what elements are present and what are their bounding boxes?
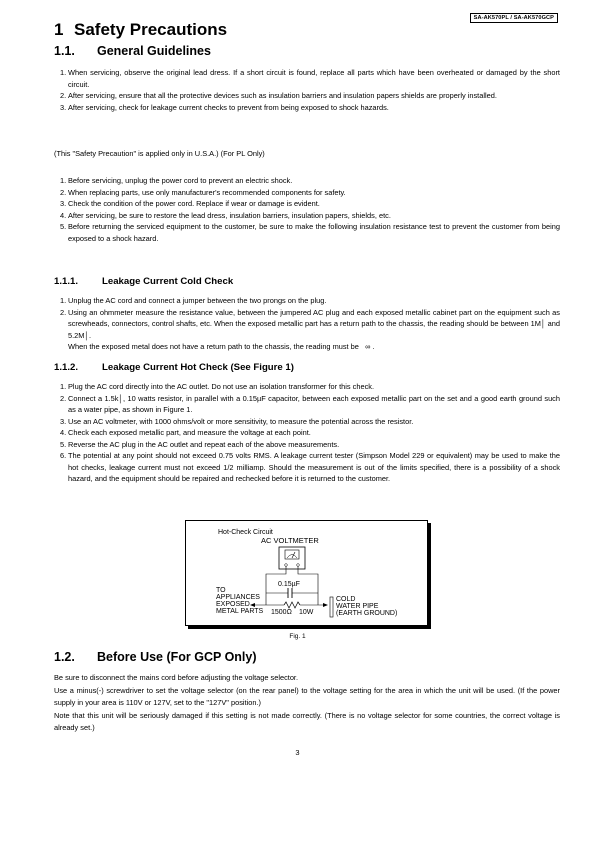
- hot-check-list: [54, 381, 560, 485]
- list-item: 2. After servicing, ensure that all the protective devices such as insulation barriers and insulation papers shields are properly installed.: [60, 91, 497, 100]
- chapter-number: 1: [54, 20, 64, 39]
- resistor-wattage-label: 10W: [299, 609, 314, 616]
- list-item: 1. When servicing, observe the original lead dress. If a short circuit is found, replace all parts which have been overheated or damaged by the short circuit.: [60, 68, 560, 89]
- resistor-icon: [284, 602, 300, 608]
- left-label-line: METAL PARTS: [216, 608, 264, 615]
- subsection-heading-hot-check: [54, 362, 294, 373]
- list-item: 4. Check each exposed metallic part, and measure the voltage at each point.: [60, 428, 311, 437]
- list-item-text: Before servicing, unplug the power cord to prevent an electric shock.: [68, 176, 293, 185]
- section-number: 1.1.: [54, 44, 75, 58]
- list-item-text: After servicing, check for leakage current checks to prevent from being exposed to shock hazards.: [68, 102, 389, 112]
- right-label-line: COLD: [336, 596, 356, 603]
- right-label-line: (EARTH GROUND): [336, 610, 398, 617]
- general-guidelines-list: [54, 67, 560, 113]
- before-use-paragraph: Use a minus(-) screwdriver to set the voltage selector (on the rear panel) to the voltage setting for the area in which the unit will be used. (If the power supply in your area is 110V or 127V, set to the "127V" position.): [54, 686, 560, 707]
- left-label-line: APPLIANCES: [216, 594, 260, 601]
- list-item-text: Connect a 1.5k│, 10 watts resistor, in parallel with a 0.15µF capacitor, between each exposed metallic part on the set and a good earth ground such as a water pipe, as shown in Figure 1.: [68, 393, 560, 414]
- hot-check-circuit-figure: [185, 520, 428, 626]
- subsection-number: 1.1.1.: [54, 276, 79, 287]
- list-item-text: When replacing parts, use only manufacturer's recommended components for safety.: [68, 187, 346, 197]
- infinity-symbol: ∞: [365, 342, 371, 351]
- page-number: 3: [295, 748, 300, 757]
- list-item-text: Before returning the serviced equipment to the customer, be sure to make the following insulation resistance test to prevent the customer from being exposed to a shock hazard.: [68, 222, 560, 243]
- chapter-title: Safety Precautions: [74, 20, 228, 39]
- period-mark: .: [372, 342, 375, 351]
- list-item-text: After servicing, be sure to restore the lead dress, insulation barriers, insulation papers, shields, etc.: [68, 210, 391, 220]
- cold-check-list: [54, 295, 560, 353]
- list-item-text: When servicing, observe the original lead dress. If a short circuit is found, replace all parts which have been overheated or damaged by the short circuit.: [68, 68, 560, 89]
- chapter-heading: [54, 20, 227, 40]
- resistor-value-label: 1500Ω: [271, 609, 292, 616]
- list-item: 4. After servicing, be sure to restore the lead dress, insulation barriers, insulation papers, shields, etc.: [60, 210, 391, 220]
- list-item-text: After servicing, ensure that all the protective devices such as insulation barriers and insulation papers shields are properly installed.: [68, 91, 497, 100]
- left-label-line: TO: [216, 587, 226, 594]
- list-item: 2. Using an ohmmeter measure the resistance value, between the jumpered AC plug and each exposed metallic cabinet part on the equipment such as screwheads, connectors, control shafts, etc. When the exposed metallic part has a return path to the chassis, the reading should be between 1M│ and 5.2M│. When the exposed metal does not have a return path to the chassis, the reading must be ∞ .: [60, 307, 560, 351]
- list-item: 6. The potential at any point should not exceed 0.75 volts RMS. A leakage current tester (Simpson Model 229 or equivalent) may be used to make the hot checks, leakage current must not exceed 1/2 milliamp. Should the measurement is out of the limits specified, there is a possibility of a shock hazard, and the equipment should be repaired and rechecked before it is returned to the customer.: [60, 451, 560, 483]
- section-number: 1.2.: [54, 650, 75, 664]
- list-item: 2. Connect a 1.5k│, 10 watts resistor, in parallel with a 0.15µF capacitor, between each exposed metallic part on the set and a good earth ground such as a water pipe, as shown in Figure 1.: [60, 393, 560, 414]
- water-pipe-icon: [330, 597, 333, 617]
- before-use-paragraph: Be sure to disconnect the mains cord before adjusting the voltage selector.: [54, 673, 299, 682]
- section-heading-before-use: [54, 650, 257, 664]
- list-item: 5. Reverse the AC plug in the AC outlet and repeat each of the above measurements.: [60, 439, 340, 449]
- list-item: 2. When replacing parts, use only manufacturer's recommended components for safety.: [60, 187, 346, 197]
- list-item: 5. Before returning the serviced equipment to the customer, be sure to make the following insulation resistance test to prevent the customer from being exposed to a shock hazard.: [60, 222, 560, 243]
- arrow-left-icon: [250, 603, 255, 607]
- list-item-text: Check the condition of the power cord. Replace if wear or damage is evident.: [68, 199, 320, 208]
- list-item-text: Use an AC voltmeter, with 1000 ohms/volt or more sensitivity, to measure the potential across the resistor.: [68, 416, 414, 426]
- arrow-right-icon: [323, 603, 328, 607]
- region-note: (This "Safety Precaution" is applied only in U.S.A.) (For PL Only): [54, 149, 265, 158]
- figure-title: Hot-Check Circuit: [218, 529, 273, 536]
- section-title: Before Use (For GCP Only): [97, 650, 257, 664]
- section-heading-general: [54, 44, 211, 58]
- list-item-text: Unplug the AC cord and connect a jumper between the two prongs on the plug.: [68, 296, 327, 305]
- list-item: 3. After servicing, check for leakage current checks to prevent from being exposed to shock hazards.: [60, 102, 389, 112]
- left-label-line: EXPOSED: [216, 601, 250, 608]
- list-item: 1. Unplug the AC cord and connect a jumper between the two prongs on the plug.: [60, 296, 327, 305]
- hot-check-circuit-diagram: [186, 521, 427, 625]
- subsection-title: Leakage Current Hot Check (See Figure 1): [102, 362, 294, 373]
- list-item: 1. Plug the AC cord directly into the AC outlet. Do not use an isolation transformer for this check.: [60, 382, 375, 391]
- pl-precautions-list: [54, 175, 560, 244]
- voltmeter-label: AC VOLTMETER: [261, 536, 319, 545]
- capacitor-label: 0.15µF: [278, 581, 300, 588]
- list-item-text: Reverse the AC plug in the AC outlet and repeat each of the above measurements.: [68, 439, 340, 449]
- right-label-line: WATER PIPE: [336, 603, 379, 610]
- list-item: 1. Before servicing, unplug the power cord to prevent an electric shock.: [60, 176, 293, 185]
- before-use-paragraph: Note that this unit will be seriously damaged if this setting is not made correctly. (There is no voltage selector for some countries, the correct voltage is already set.): [54, 711, 560, 732]
- list-item-text: When the exposed metal does not have a return path to the chassis, the reading must be: [68, 342, 359, 351]
- figure-caption: Fig. 1: [289, 633, 306, 640]
- list-item-text: The potential at any point should not exceed 0.75 volts RMS. A leakage current tester (Simpson Model 229 or equivalent) may be used to make the hot checks, leakage current must not exceed 1/2 milliamp. Should the measurement is out of the limits specified, there is a possibility of a shock hazard, and the equipment should be repaired and rechecked before it is returned to the customer.: [68, 451, 560, 483]
- subsection-title: Leakage Current Cold Check: [102, 276, 234, 287]
- list-item-text: Plug the AC cord directly into the AC outlet. Do not use an isolation transformer for this check.: [68, 382, 375, 391]
- list-item-text: Using an ohmmeter measure the resistance value, between the jumpered AC plug and each exposed metallic cabinet part on the equipment such as screwheads, connectors, control shafts, etc. When the exposed metallic part has a return path to the chassis, the reading should be between 1M│ and 5.2M│.: [68, 307, 560, 340]
- model-header-tag: SA-AK570PL / SA-AK570GCP: [470, 13, 558, 23]
- list-item: 3. Check the condition of the power cord. Replace if wear or damage is evident.: [60, 199, 320, 208]
- list-item: 3. Use an AC voltmeter, with 1000 ohms/volt or more sensitivity, to measure the potential across the resistor.: [60, 416, 414, 426]
- section-title: General Guidelines: [97, 44, 211, 58]
- subsection-number: 1.1.2.: [54, 362, 79, 373]
- list-item-text: Check each exposed metallic part, and measure the voltage at each point.: [68, 428, 311, 437]
- meter-lead-right: [298, 566, 318, 605]
- subsection-heading-cold-check: [54, 276, 233, 287]
